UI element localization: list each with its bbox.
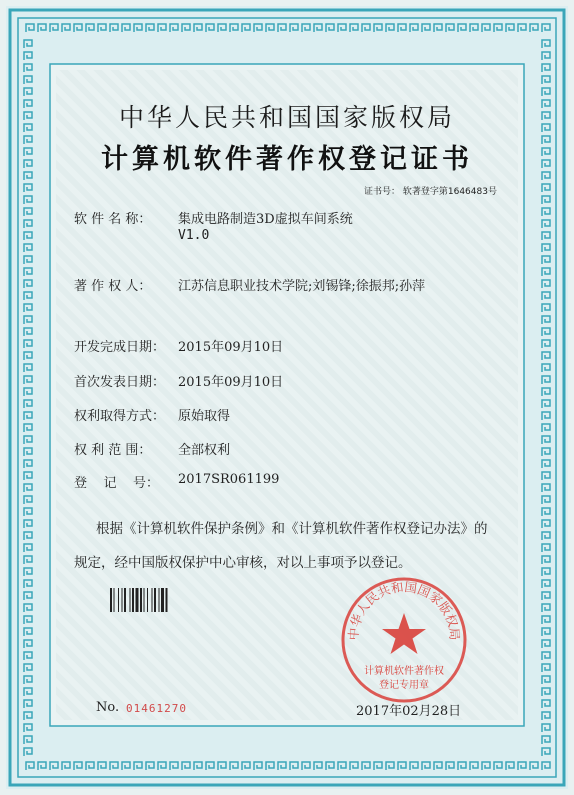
issuer-title: 中华人民共和国国家版权局 — [118, 103, 455, 132]
official-seal — [339, 575, 469, 705]
field-value-dev-date: 2015年09月10日 — [178, 340, 284, 355]
field-value-rights-scope: 全部权利 — [178, 443, 231, 458]
field-value-publish-date: 2015年09月10日 — [178, 375, 284, 390]
field-label-acquisition-method: 权利取得方式： — [74, 409, 166, 424]
issue-date: 2017年02月28日 — [356, 704, 462, 719]
field-value-version: V1.0 — [178, 228, 210, 243]
field-value-acquisition-method: 原始取得 — [178, 409, 231, 424]
seal-line-1: 计算机软件著作权 — [364, 666, 444, 677]
serial-number-value: 01461270 — [126, 702, 187, 715]
seal-arc-text: 中华人民共和国国家版权局 — [345, 579, 463, 641]
statement-line-1: 根据《计算机软件保护条例》和《计算机软件著作权登记办法》的 — [96, 521, 488, 537]
star-icon — [382, 613, 426, 654]
barcode — [110, 588, 184, 612]
field-value-copyright-owner: 江苏信息职业技术学院;刘锡锋;徐振邦;孙萍 — [178, 279, 426, 294]
certificate-number: 证书号： 软著登字第1646483号 — [364, 187, 497, 197]
seal-line-2: 登记专用章 — [379, 680, 429, 691]
serial-number-label: No. — [96, 700, 120, 715]
field-value-software-name: 集成电路制造3D虚拟车间系统 — [178, 212, 353, 227]
field-label-copyright-owner: 著 作 权 人： — [74, 279, 152, 294]
field-label-publish-date: 首次发表日期： — [74, 375, 166, 390]
field-label-registration-number: 登 记 号： — [74, 476, 160, 491]
field-value-registration-number: 2017SR061199 — [178, 472, 280, 487]
statement-line-2: 规定，经中国版权保护中心审核，对以上事项予以登记。 — [74, 555, 412, 571]
field-label-software-name: 软 件 名 称： — [74, 212, 152, 227]
certificate-title: 计算机软件著作权登记证书 — [101, 144, 473, 175]
field-label-dev-date: 开发完成日期： — [74, 340, 166, 355]
field-label-rights-scope: 权 利 范 围： — [74, 443, 152, 458]
